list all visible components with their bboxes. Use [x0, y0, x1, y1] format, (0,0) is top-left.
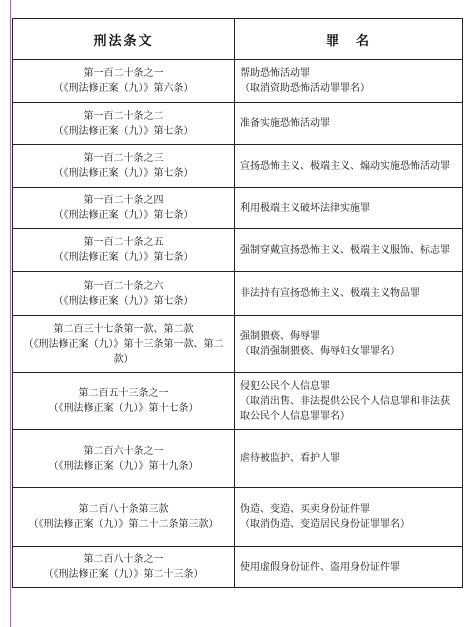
amendment-reference: （《刑法修正案（九）》第十九条）: [48, 460, 199, 472]
article-cell: [13, 229, 235, 272]
table-row: [13, 60, 463, 103]
article-cell: [13, 272, 235, 316]
table-row: [13, 488, 463, 547]
margin-rule: [10, 0, 11, 627]
crime-cell: [235, 547, 463, 588]
crime-note: （取消强制猥亵、侮辱妇女罪罪名）: [240, 346, 400, 357]
crime-name: 宣扬恐怖主义、极端主义、煽动实施恐怖活动罪: [240, 160, 450, 172]
article-cell: [13, 103, 235, 145]
crime-name: 强制穿戴宣扬恐怖主义、极端主义服饰、标志罪: [240, 244, 450, 256]
amendment-reference: （《刑法修正案（九）》第六条）: [53, 83, 194, 94]
crime-name: 虐待被监护、看护人罪: [240, 453, 340, 464]
crime-cell: [235, 60, 463, 103]
crime-name: 准备实施恐怖活动罪: [240, 118, 330, 129]
crime-note: （取消出售、非法提供公民个人信息罪和非法获取公民个人信息罪罪名）: [240, 395, 450, 422]
amendment-reference: （《刑法修正案（九）》第七条）: [53, 168, 194, 179]
table-row: [13, 316, 463, 373]
table-row: [13, 145, 463, 188]
article-number: 第一百二十条之三: [83, 153, 164, 164]
article-number: 第一百二十条之四: [83, 195, 164, 206]
header-article: 刑法条文: [13, 19, 235, 60]
article-number: 第一百二十条之五: [83, 237, 164, 248]
crime-note: （取消资助恐怖活动罪罪名）: [240, 83, 370, 94]
amendment-reference: （《刑法修正案（九）》第十三条第一款、第二款）: [23, 338, 224, 365]
crime-name: 非法持有宣扬恐怖主义、极端主义物品罪: [240, 288, 420, 299]
crime-note: （取消伪造、变造居民身份证罪罪名）: [240, 519, 410, 530]
article-number: 第一百二十条之一: [83, 68, 164, 79]
table-row: [13, 188, 463, 229]
article-number: 第二百八十条之一: [83, 554, 164, 565]
table-header-row: [13, 19, 463, 60]
article-cell: [13, 373, 235, 430]
crime-cell: [235, 103, 463, 145]
amendment-reference: （《刑法修正案（九）》第七条）: [53, 295, 194, 307]
crime-name: 强制猥亵、侮辱罪: [240, 331, 320, 342]
article-number: 第二百六十条之一: [83, 445, 164, 457]
crime-article-table: [12, 18, 463, 588]
crime-cell: [235, 373, 463, 430]
table-row: [13, 430, 463, 488]
crime-name: 侵犯公民个人信息罪: [240, 380, 330, 392]
article-cell: [13, 188, 235, 229]
crime-cell: [235, 316, 463, 373]
table-row: [13, 103, 463, 145]
article-number: 第二百五十三条之一: [78, 388, 169, 399]
amendment-reference: （《刑法修正案（九）》第十七条）: [48, 403, 199, 414]
crime-name: 利用极端主义破坏法律实施罪: [240, 202, 370, 214]
amendment-reference: （《刑法修正案（九）》第二十三条）: [43, 569, 204, 580]
article-number: 第二百三十七条第一款、第二款: [53, 323, 194, 335]
header-crime: 罪 名: [235, 19, 463, 60]
article-cell: [13, 488, 235, 547]
article-number: 第一百二十条之二: [83, 110, 164, 122]
crime-cell: [235, 430, 463, 488]
crime-cell: [235, 145, 463, 188]
table-row: [13, 373, 463, 430]
amendment-reference: （《刑法修正案（九）》第七条）: [53, 252, 194, 263]
crime-cell: [235, 229, 463, 272]
article-cell: [13, 60, 235, 103]
article-number: 第一百二十条之六: [83, 280, 164, 292]
amendment-reference: （《刑法修正案（九）》第七条）: [53, 125, 194, 137]
crime-name: 伪造、变造、买卖身份证件罪: [240, 504, 370, 515]
crime-name: 帮助恐怖活动罪: [240, 68, 310, 79]
amendment-reference: （《刑法修正案（九）》第二十二条第三款）: [28, 519, 219, 530]
article-number: 第二百八十条第三款: [78, 504, 169, 515]
table-row: [13, 229, 463, 272]
crime-name: 使用虚假身份证件、盗用身份证件罪: [240, 561, 400, 573]
amendment-reference: （《刑法修正案（九）》第七条）: [53, 210, 194, 221]
table-row: [13, 272, 463, 316]
article-cell: [13, 430, 235, 488]
table-row: [13, 547, 463, 588]
crime-cell: [235, 488, 463, 547]
crime-cell: [235, 188, 463, 229]
article-cell: [13, 316, 235, 373]
article-cell: [13, 547, 235, 588]
article-cell: [13, 145, 235, 188]
crime-cell: [235, 272, 463, 316]
